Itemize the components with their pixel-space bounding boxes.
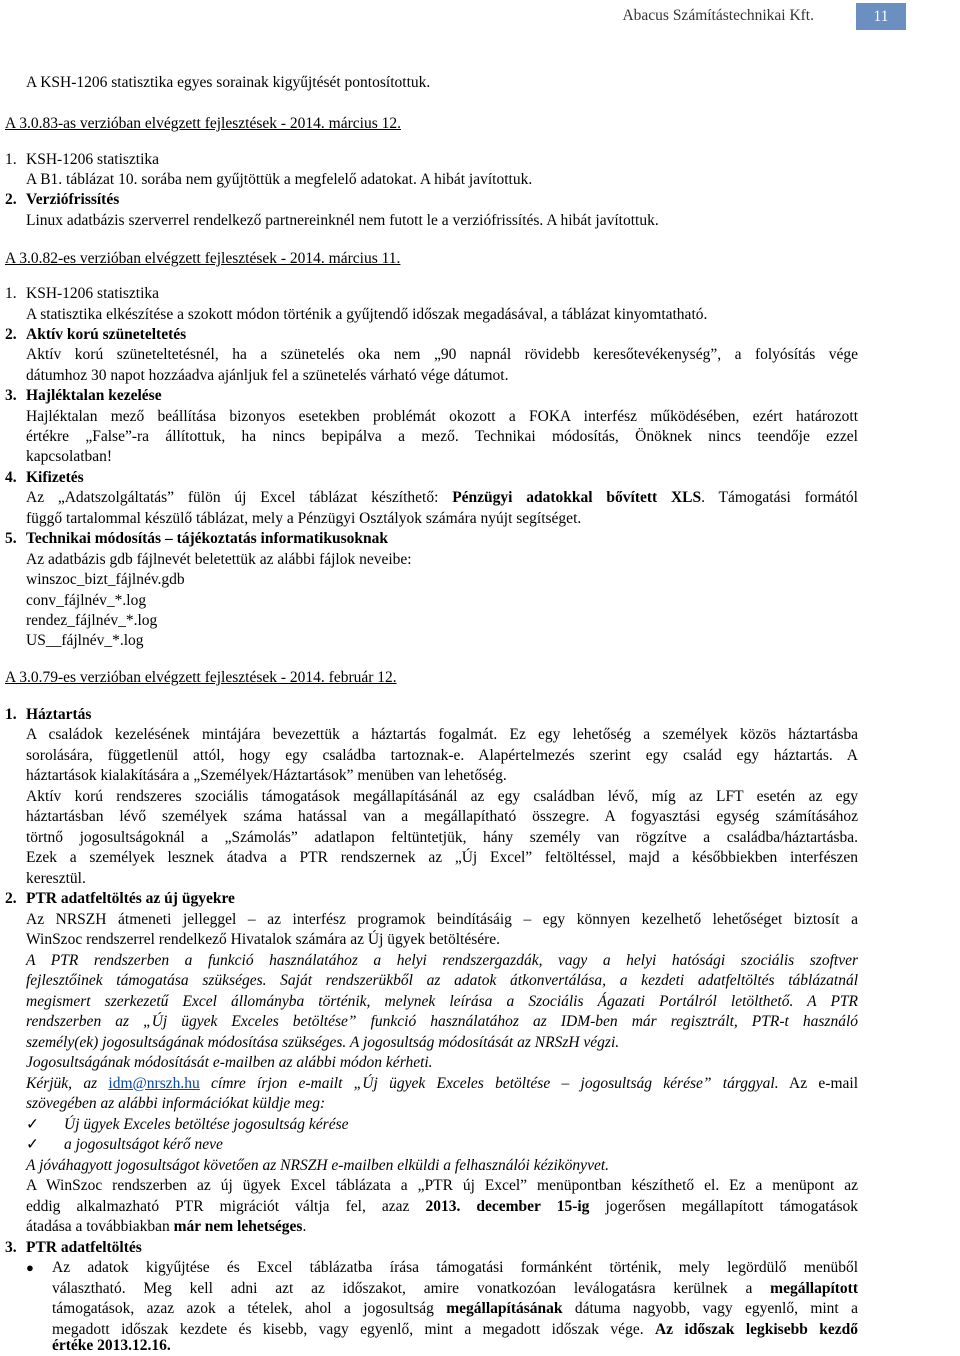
checkmark-icon: ✓ [26,1116,39,1133]
item-number: 2. [5,326,17,343]
item-text: törtnő jogosultságoknál a „Számolás” adatlapon feltüntetjük, hány személy van rögzítve a családba/háztartásba. [26,829,858,846]
text-run: . [302,1218,307,1235]
item-title: PTR adatfeltöltés az új ügyekre [26,890,235,907]
page-number: 11 [873,8,889,25]
file-name: US__fájlnév_*.log [26,632,144,649]
bullet-text: Az adatok kigyűjtése és Excel táblázatba írása támogatási formánként történik, mely legördülő menüből [52,1259,858,1276]
email-request-line [26,1074,858,1094]
text-run: Az e-mail [778,1075,859,1092]
checkmark-icon: ✓ [26,1136,39,1153]
item-text: Linux adatbázis szerverrel rendelkező partnereinknél nem futott le a verziófrissítés. A hibát javítottuk. [26,212,659,229]
text-run: választható. Meg kell adni azt az időszakot, amire vonatkozóan leválogatásra kerülnek a [52,1280,771,1297]
item-text: Hajléktalan mező beállítása bizonyos esetekben problémát okozott a FOKA interfész működésében, ezért határozott [26,408,858,425]
item-title: Hajléktalan kezelése [26,387,162,404]
page-header [0,0,960,34]
text-run-bold: 2013. december 15-ig [425,1198,590,1215]
file-name: conv_fájlnév_*.log [26,592,147,609]
item-text: Ezek a személyek lesznek átadva a PTR rendszernek az „Új Excel” feltöltéssel, majd a későbbiekben interfészen [26,849,858,866]
item-text [26,1217,306,1237]
bullet-text [52,1320,858,1340]
item-text: A családok kezelésének mintájára bevezettük a háztartás fogalmát. Ez egy lehetőség a személyek közös háztartásba [26,726,858,743]
item-number: 2. [5,191,17,208]
bullet-icon: ● [26,1260,34,1275]
item-text: értékre „False”-ra állítottuk, ha nincs bepipálva a mező. Technikai módosítás, Önöknek nincs teendője ezzel [26,428,858,445]
text-run-bold: Az időszak legkisebb kezdő [654,1321,858,1338]
text-run-bold: már nem lehetséges [173,1218,303,1235]
item-text: A statisztika elkészítése a szokott módon történik a gyűjtendő időszak megadásával, a táblázat kinyomtatható. [26,306,708,323]
item-text: Az adatbázis gdb fájlnevét beletettük az alábbi fájlok neveibe: [26,551,412,568]
check-item: a jogosultságot kérő neve [64,1136,223,1153]
paragraph: A KSH-1206 statisztika egyes sorainak kigyűjtését pontosítottuk. [26,74,431,91]
section-heading-v83: A 3.0.83-as verzióban elvégzett fejlesztések - 2014. március 12. [5,115,401,132]
item-title: PTR adatfeltöltés [26,1239,142,1256]
text-run: támogatások, azaz azok a tételek, ahol a jogosultság [52,1300,447,1317]
italic-text: Jogosultságának módosítását e-mailben az alábbi módon kérheti. [26,1054,433,1071]
text-run: Az „Adatszolgáltatás” fülön új Excel táblázat készíthető: [26,489,453,506]
text-run: . Támogatási formától [701,489,858,506]
section-heading-v82: A 3.0.82-es verzióban elvégzett fejlesztések - 2014. március 11. [5,250,401,267]
item-text: A B1. táblázat 10. sorába nem gyűjtöttük a megfelelő adatokat. A hibát javítottuk. [26,171,533,188]
item-text: Aktív korú szüneteltetésnél, ha a szünetelés oka nem „90 napnál rövidebb keresőtevékenység”, a folyósítás vége [26,346,858,363]
email-link[interactable]: idm@nrszh.hu [108,1075,200,1092]
item-text [26,488,858,508]
item-title: Kifizetés [26,469,84,486]
item-text: keresztül. [26,870,86,887]
item-number: 4. [5,469,17,486]
item-text: háztartások kialakítására a „Személyek/Háztartások” menüben van lehetőség. [26,767,507,784]
item-title: Verziófrissítés [26,191,120,208]
item-text: háztartásban lévő személyek száma hatással van a megállapítható összegre. A fogyasztási egység számításához [26,808,858,825]
item-text: WinSzoc rendszerrel rendelkező Hivatalok számára az Új ügyek betöltésére. [26,931,501,948]
text-run: eddig alkalmazható PTR migrációt váltja fel, azaz [26,1198,426,1215]
item-title: Háztartás [26,706,92,723]
section-heading-v79: A 3.0.79-es verzióban elvégzett fejlesztések - 2014. február 12. [5,669,397,686]
italic-text: rendszerben az „Új ügyek Exceles betöltése” funkció használatához az IDM-ben már regisztrált, PTR-t használó [26,1013,858,1030]
item-text: Aktív korú rendszeres szociális támogatások megállapításánál az egy családban lévő, míg az LFT esetén az egy [26,788,858,805]
item-number: 2. [5,890,17,907]
text-run-bold: megállapított [770,1280,858,1297]
item-text: A WinSzoc rendszerben az új ügyek Excel táblázata a „PTR új Excel” menüpontban készíthető el. Ez a menüpont az [26,1177,858,1194]
text-run: átadása a továbbiakban [26,1218,174,1235]
text-run: jogerősen megállapított támogatások [589,1198,858,1215]
item-number: 1. [5,706,17,723]
item-text: kapcsolatban! [26,448,113,465]
item-text: Az NRSZH átmeneti jelleggel – az interfész programok beindításáig – egy könnyen kezelhető lehetőséget biztosít a [26,911,858,928]
italic-text: A PTR rendszerben a funkció használatához a helyi rendszergazdák, vagy a helyi hatósági szociális szoftver [26,952,858,969]
italic-text: fejlesztőinek támogatása szükséges. Saját rendszerükből az adatok átkonvertálása, a kezdeti adatfeltöltés táblázatnál [26,972,858,989]
company-name: Abacus Számítástechnikai Kft. [622,7,814,24]
text-run: címre írjon e-mailt „Új ügyek Exceles betöltése – jogosultság kérése” tárggyal. [199,1075,779,1092]
item-number: 1. [5,151,17,168]
item-title: KSH-1206 statisztika [26,151,160,168]
text-run: dátuma nagyobb, vagy egyenlő, mint a [562,1300,858,1317]
item-number: 3. [5,1239,17,1256]
file-name: winszoc_bizt_fájlnév.gdb [26,571,185,588]
text-run: Kérjük, az [26,1075,109,1092]
item-title: Technikai módosítás – tájékoztatás informatikusoknak [26,530,389,547]
page-number-box [856,3,906,30]
italic-text: megismert szerkezetű Excel állományba történik, melynek leírása a Szociális Ágazati Portálról letölthető. A PTR [26,993,858,1010]
italic-text: A jóváhagyott jogosultságot követően az NRSZH e-mailben elküldi a felhasználói kézikönyvet. [26,1157,610,1174]
text-run-bold: Pénzügyi adatokkal bővített XLS [452,489,702,506]
text-run-bold: megállapításának [446,1300,563,1317]
item-text: sorolására, függetlenül attól, hogy egy családba tartoznak-e. Alapértelmezés szerint egy család egy háztartás. A [26,747,858,764]
item-text [26,1197,858,1217]
item-text: függő tartalommal készülő táblázat, mely a Pénzügyi Osztályok számára nyújt segítséget. [26,510,582,527]
item-number: 3. [5,387,17,404]
item-title: Aktív korú szüneteltetés [26,326,187,343]
italic-text: szövegében az alábbi információkat küldje meg: [26,1095,326,1112]
text-run: megadott időszak kezdete és kisebb, vagy egyenlő, mint a megadott időszak vége. [52,1321,655,1338]
item-number: 1. [5,285,17,302]
bullet-text [52,1279,858,1299]
file-name: rendez_fájlnév_*.log [26,612,158,629]
item-title: KSH-1206 statisztika [26,285,160,302]
bullet-text: értéke 2013.12.16. [52,1337,171,1354]
item-number: 5. [5,530,17,547]
bullet-text [52,1299,858,1319]
item-text: dátumhoz 30 napot hozzáadva ajánljuk fel a szünetelés várható vége dátumot. [26,367,509,384]
italic-text: személy(ek) jogosultságának módosítása szükséges. A jogosultság módosítását az NRSzH végzi. [26,1034,620,1051]
check-item: Új ügyek Exceles betöltése jogosultság kérése [64,1116,349,1133]
